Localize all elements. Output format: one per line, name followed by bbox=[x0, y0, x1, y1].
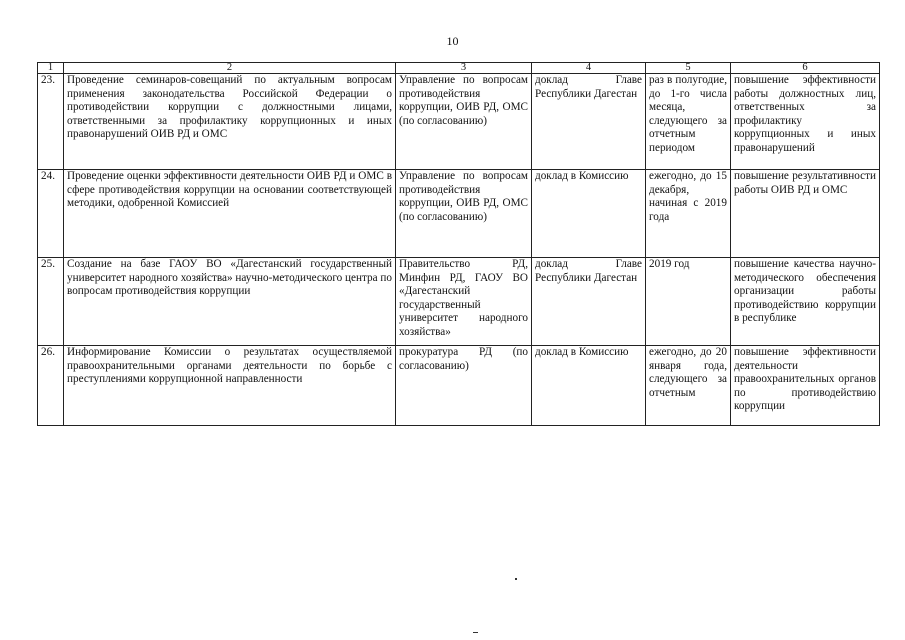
scan-speck bbox=[515, 578, 517, 580]
table-row bbox=[38, 170, 880, 258]
result-cell: повышение качества научно-методического обеспечения организации работы противодействию коррупции в республике bbox=[731, 258, 880, 346]
report-cell: доклад в Комиссию bbox=[532, 346, 646, 426]
table-row bbox=[38, 258, 880, 346]
deadline-cell: 2019 год bbox=[646, 258, 731, 346]
executor-cell: Управление по вопросам противодействия коррупции, ОИВ РД, ОМС (по согласованию) bbox=[396, 170, 532, 258]
event-cell: Информирование Комиссии о результатах осуществляемой правоохранительными органами деятельности по борьбе с преступлениями коррупционной направленности bbox=[64, 346, 396, 426]
table-row bbox=[38, 74, 880, 170]
result-cell: повышение эффективности деятельности правоохранительных органов по противодействию коррупции bbox=[731, 346, 880, 426]
event-cell: Проведение семинаров-совещаний по актуальным вопросам применения законодательства Российской Федерации о противодействии коррупции с должностными лицами, ответственными за профилактику коррупционных и иных правонарушений ОИВ РД и ОМС bbox=[64, 74, 396, 170]
table-row bbox=[38, 346, 880, 426]
column-header: 3 bbox=[396, 63, 532, 74]
deadline-cell: ежегодно, до 15 декабря, начиная с 2019 года bbox=[646, 170, 731, 258]
column-header: 1 bbox=[38, 63, 64, 74]
result-cell: повышение результативности работы ОИВ РД и ОМС bbox=[731, 170, 880, 258]
executor-cell: Управление по вопросам противодействия коррупции, ОИВ РД, ОМС (по согласованию) bbox=[396, 74, 532, 170]
action-plan-table bbox=[37, 62, 880, 426]
executor-cell: Правительство РД, Минфин РД, ГАОУ ВО «Дагестанский государственный университет народного хозяйства» bbox=[396, 258, 532, 346]
report-cell: доклад в Комиссию bbox=[532, 170, 646, 258]
result-cell: повышение эффективности работы должностных лиц, ответственных за профилактику коррупционных и иных правонарушений bbox=[731, 74, 880, 170]
row-number: 25. bbox=[38, 258, 64, 346]
column-header: 4 bbox=[532, 63, 646, 74]
column-header: 5 bbox=[646, 63, 731, 74]
column-header: 6 bbox=[731, 63, 880, 74]
executor-cell: прокуратура РД (по согласованию) bbox=[396, 346, 532, 426]
column-header: 2 bbox=[64, 63, 396, 74]
scan-speck bbox=[473, 632, 478, 633]
deadline-cell: раз в полугодие, до 1-го числа месяца, следующего за отчетным периодом bbox=[646, 74, 731, 170]
event-cell: Проведение оценки эффективности деятельности ОИВ РД и ОМС в сфере противодействия коррупции на основании соответствующей методики, одобренной Комиссией bbox=[64, 170, 396, 258]
report-cell: доклад Главе Республики Дагестан bbox=[532, 258, 646, 346]
row-number: 26. bbox=[38, 346, 64, 426]
deadline-cell: ежегодно, до 20 января года, следующего за отчетным bbox=[646, 346, 731, 426]
page-number: 10 bbox=[446, 34, 459, 48]
row-number: 24. bbox=[38, 170, 64, 258]
event-cell: Создание на базе ГАОУ ВО «Дагестанский государственный университет народного хозяйства» научно-методического центра по вопросам противодействия коррупции bbox=[64, 258, 396, 346]
row-number: 23. bbox=[38, 74, 64, 170]
column-number-row bbox=[38, 63, 880, 74]
report-cell: доклад Главе Республики Дагестан bbox=[532, 74, 646, 170]
